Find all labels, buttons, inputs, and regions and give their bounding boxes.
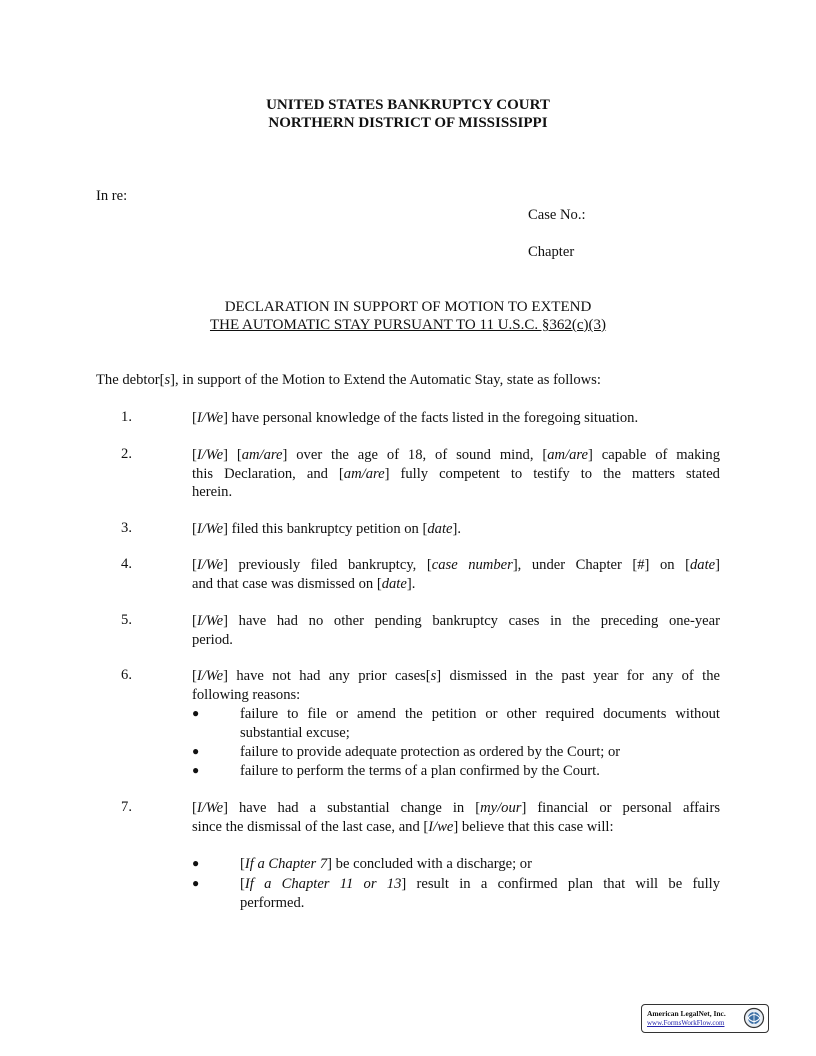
- bullet-icon: ●: [192, 856, 200, 870]
- item-text: ].: [406, 575, 416, 592]
- item-text: period.: [192, 631, 233, 648]
- reason-text: failure to perform the terms of a plan confirmed by the Court.: [240, 763, 600, 779]
- item-text: and that case was dismissed on [: [192, 575, 382, 592]
- intro-text-end: ], in support of the Motion to Extend the Automatic Stay, state as follows:: [170, 372, 601, 388]
- item-text: ] believe that this case will:: [453, 818, 614, 835]
- placeholder-date: date: [381, 575, 407, 592]
- placeholder-iwe: I/We: [196, 557, 224, 573]
- item-text: following reasons:: [192, 686, 301, 703]
- bracket: [: [192, 557, 197, 573]
- item-text: ] financial or personal affairs: [521, 800, 721, 816]
- item-1-text: [192, 409, 720, 428]
- bracket: [: [192, 668, 197, 684]
- placeholder-amare: am/are: [343, 465, 385, 482]
- reason-1: [240, 705, 720, 742]
- placeholder-iwe: I/we: [428, 818, 454, 835]
- intro-text-start: The debtor[: [96, 372, 165, 388]
- court-district: NORTHERN DISTRICT OF MISSISSIPPI: [268, 115, 548, 131]
- chapter-7-outcome: [240, 855, 720, 874]
- court-name: UNITED STATES BANKRUPTCY COURT: [266, 97, 550, 113]
- placeholder-s: s: [430, 668, 437, 684]
- item-text: ] have had a substantial change in [: [223, 800, 481, 816]
- item-text: ] have not had any prior cases[: [223, 668, 431, 684]
- outcome-text: ] be concluded with a discharge; or: [327, 856, 532, 872]
- placeholder-iwe: I/We: [196, 613, 224, 629]
- reason-text: substantial excuse;: [240, 724, 350, 741]
- bracket: [: [192, 800, 197, 816]
- item-text: ] dismissed in the past year for any of the: [436, 668, 721, 684]
- item-text: this Declaration, and [: [192, 465, 344, 482]
- placeholder-iwe: I/We: [196, 447, 224, 463]
- placeholder-amare: am/are: [241, 447, 283, 463]
- bullet-icon: ●: [192, 876, 200, 890]
- item-text: ] filed this bankruptcy petition on [: [223, 521, 428, 537]
- placeholder-amare: am/are: [547, 447, 589, 463]
- item-number: 5.: [121, 612, 132, 628]
- placeholder-myour: my/our: [480, 800, 522, 816]
- bullet-icon: ●: [192, 706, 200, 720]
- intro-paragraph: [96, 372, 720, 389]
- in-re-label: In re:: [96, 188, 128, 204]
- item-number: 2.: [121, 446, 132, 462]
- item-4-text: [192, 556, 720, 593]
- item-text: ] fully competent to testify to the matters stated: [384, 465, 720, 482]
- reason-3: [240, 762, 720, 781]
- item-text: ] have had no other pending bankruptcy cases in the preceding one-year: [223, 613, 720, 629]
- placeholder-iwe: I/We: [196, 668, 224, 684]
- placeholder-date: date: [689, 557, 716, 573]
- item-3-text: [192, 520, 720, 539]
- reason-2: [240, 743, 720, 762]
- bracket: [: [240, 876, 245, 892]
- item-6-text: [192, 667, 720, 704]
- item-5-text: [192, 612, 720, 649]
- declaration-title-line2: [0, 316, 816, 334]
- item-number: 6.: [121, 667, 132, 683]
- item-text: ] [: [223, 447, 242, 463]
- item-text: ] have personal knowledge of the facts listed in the foregoing situation.: [223, 410, 639, 426]
- bracket: [: [240, 856, 245, 872]
- item-number: 1.: [121, 409, 132, 425]
- bracket: [: [192, 410, 197, 426]
- outcome-text: performed.: [240, 894, 305, 911]
- logo-url-link[interactable]: www.FormsWorkFlow.com: [647, 1019, 725, 1027]
- bracket: [: [192, 447, 197, 463]
- item-text: ] over the age of 18, of sound mind, [: [282, 447, 548, 463]
- item-text: ] previously filed bankruptcy, [: [223, 557, 432, 573]
- placeholder-chapter-11-13: If a Chapter 11 or 13: [244, 876, 402, 892]
- globe-icon: [743, 1007, 765, 1029]
- item-number: 3.: [121, 520, 132, 536]
- case-number-label: Case No.:: [528, 207, 586, 223]
- declaration-title-underlined: THE AUTOMATIC STAY PURSUANT TO 11 U.S.C. §362(c)(3): [209, 317, 607, 333]
- reason-text: failure to file or amend the petition or other required documents without: [240, 706, 720, 722]
- legalnet-logo[interactable]: [641, 1004, 769, 1033]
- item-text: since the dismissal of the last case, and [: [192, 818, 429, 835]
- placeholder-chapter-7: If a Chapter 7: [244, 856, 328, 872]
- reason-text: failure to provide adequate protection as ordered by the Court; or: [240, 744, 621, 760]
- logo-company-name: American LegalNet, Inc.: [647, 1009, 726, 1018]
- item-text: ] capable of making: [588, 447, 721, 463]
- item-2-text: [192, 446, 720, 502]
- item-text: herein.: [192, 484, 233, 500]
- item-number: 4.: [121, 556, 132, 572]
- item-text: ]: [715, 557, 720, 573]
- outcome-text: ] result in a confirmed plan that will be fully: [401, 876, 721, 892]
- placeholder-iwe: I/We: [196, 800, 224, 816]
- bracket: [: [192, 613, 197, 629]
- placeholder-iwe: I/We: [196, 521, 224, 537]
- placeholder-case-number: case number: [431, 557, 513, 573]
- intro-italic: s: [164, 372, 171, 388]
- bracket: [: [192, 521, 197, 537]
- placeholder-date: date: [427, 521, 453, 537]
- placeholder-iwe: I/We: [196, 410, 224, 426]
- item-7-text: [192, 799, 720, 836]
- item-text: ], under Chapter [#] on [: [512, 557, 690, 573]
- item-number: 7.: [121, 799, 132, 815]
- item-text: ].: [452, 521, 462, 537]
- bullet-icon: ●: [192, 763, 200, 777]
- bullet-icon: ●: [192, 744, 200, 758]
- chapter-11-13-outcome: [240, 875, 720, 912]
- chapter-label: Chapter: [528, 244, 575, 260]
- declaration-title-line1: DECLARATION IN SUPPORT OF MOTION TO EXTEND: [224, 299, 592, 315]
